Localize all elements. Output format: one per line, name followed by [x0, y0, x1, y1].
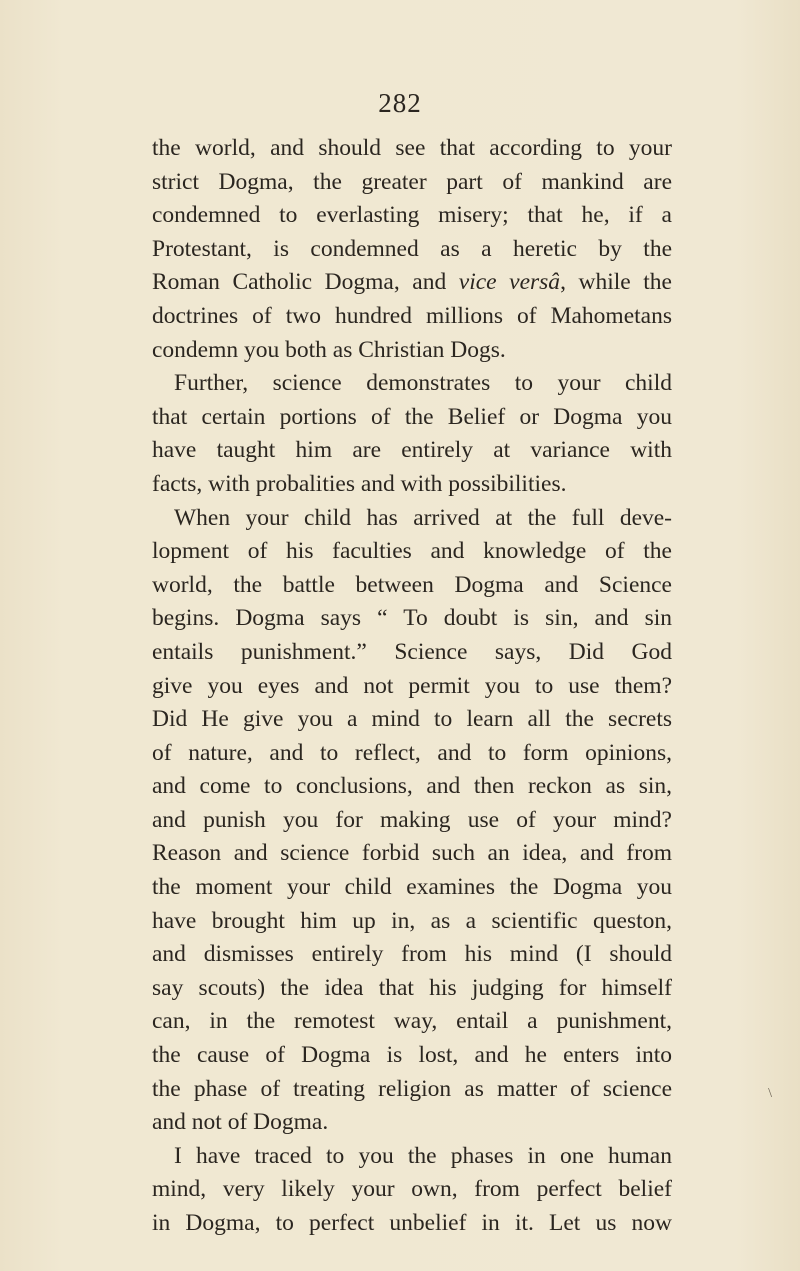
- text-line-12: When your child has arrived at the full deve-: [174, 504, 672, 531]
- text-line-23: the moment your child examines the Dogma you: [152, 874, 672, 901]
- text-line-8: Further, science demonstrates to your child: [174, 370, 672, 397]
- text-line-17: give you eyes and not permit you to use them?: [152, 672, 672, 699]
- text-line-14: world, the battle between Dogma and Science: [152, 571, 672, 598]
- text-line-21: and punish you for making use of your mind?: [152, 806, 672, 833]
- text-line-31: I have traced to you the phases in one human: [174, 1142, 672, 1169]
- text-line-20: and come to conclusions, and then reckon as sin,: [152, 773, 672, 800]
- text-line-19: of nature, and to reflect, and to form opinions,: [152, 739, 672, 766]
- text-line-1: the world, and should see that according to your: [152, 135, 672, 161]
- text-line-27: can, in the remotest way, entail a punishment,: [152, 1008, 672, 1035]
- text-line-15: begins. Dogma says “ To doubt is sin, and sin: [152, 605, 672, 632]
- text-line-16: entails punishment.” Science says, Did God: [152, 638, 672, 665]
- text-line-3: condemned to everlasting misery; that he, if a: [152, 202, 672, 229]
- text-line-26: say scouts) the idea that his judging for himself: [152, 974, 672, 1001]
- text-line-18: Did He give you a mind to learn all the secrets: [152, 706, 672, 733]
- text-line-22: Reason and science forbid such an idea, and from: [152, 840, 672, 867]
- text-line-11: facts, with probalities and with possibilities.: [152, 470, 567, 497]
- text-line-5: Roman Catholic Dogma, and vice versâ, while the: [152, 269, 672, 296]
- text-line-33: in Dogma, to perfect unbelief in it. Let us now: [152, 1210, 672, 1236]
- scan-mark: \: [768, 1086, 772, 1101]
- text-line-9: that certain portions of the Belief or Dogma you: [152, 403, 672, 430]
- text-line-10: have taught him are entirely at variance with: [152, 437, 672, 464]
- text-line-2: strict Dogma, the greater part of mankind are: [152, 168, 672, 195]
- italic-phrase: vice versâ: [458, 269, 561, 296]
- text-line-13: lopment of his faculties and knowledge of the: [152, 538, 672, 565]
- text-line-24: have brought him up in, as a scientific queston,: [152, 907, 672, 934]
- text-line-25: and dismisses entirely from his mind (I should: [152, 941, 672, 968]
- text-line-32: mind, very likely your own, from perfect belief: [152, 1176, 672, 1203]
- text-line-4: Protestant, is condemned as a heretic by the: [152, 235, 672, 262]
- text-line-7: condemn you both as Christian Dogs.: [152, 336, 506, 363]
- page-number: 282: [378, 88, 422, 118]
- text-line-30: and not of Dogma.: [152, 1109, 329, 1136]
- body-text: [152, 132, 672, 1241]
- text-line-29: the phase of treating religion as matter of science: [152, 1075, 672, 1102]
- text-line-6: doctrines of two hundred millions of Mahometans: [152, 302, 672, 329]
- text-line-28: the cause of Dogma is lost, and he enters into: [152, 1042, 672, 1069]
